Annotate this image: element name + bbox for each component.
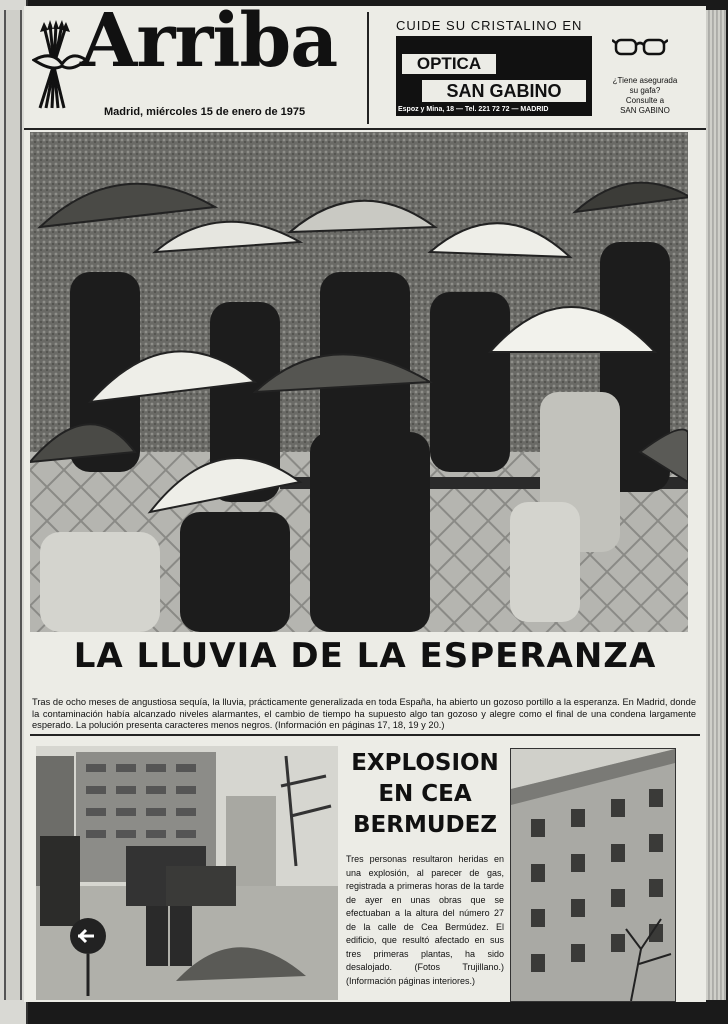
ad-tagline: CUIDE SU CRISTALINO EN xyxy=(396,18,583,33)
ad-address: Espoz y Mina, 18 — Tel. 221 72 72 — MADRID xyxy=(398,106,549,113)
rain-umbrellas-photo xyxy=(30,132,688,632)
main-headline: LA LLUVIA DE LA ESPERANZA xyxy=(73,636,657,676)
section-rule xyxy=(30,734,700,736)
newspaper-logo: Arriba xyxy=(80,0,338,84)
explosion-story xyxy=(346,748,504,988)
ad-side-text: ¿Tiene asegurada su gafa? Consulte a SAN GABINO xyxy=(612,76,678,115)
optician-advertisement xyxy=(376,12,701,124)
masthead xyxy=(24,0,706,130)
ad-brand-line1: OPTICA xyxy=(402,54,496,74)
eyeglasses-icon xyxy=(612,34,668,58)
main-story-text: Tras de ocho meses de angustiosa sequía, la lluvia, prácticamente generalizada en toda España, ha abierto un gozoso portillo a la esperanza. En Madrid, donde la contaminación había alcanzado niveles alarmantes, el cambio de tiempo ha supuesto algo tan gozoso y alegre como el final de una condena largamente esperado. La polución presenta caracteres menos negros. (Información en páginas 17, 18, 19 y 20.) xyxy=(32,697,696,731)
newspaper-page xyxy=(24,0,706,1002)
explosion-headline: EXPLOSION EN CEA BERMUDEZ xyxy=(351,750,499,838)
damaged-building-photo xyxy=(510,748,676,1002)
page-edges xyxy=(706,10,726,1000)
ad-logo-box xyxy=(396,36,592,116)
ad-brand-line2: SAN GABINO xyxy=(422,80,586,102)
masthead-divider xyxy=(367,12,369,124)
explosion-street-photo xyxy=(36,746,338,1000)
explosion-story-text: Tres personas resultaron heridas en una explosión, al parecer de gas, registrada a primeras horas de la tarde de ayer en unas obras que se efectuaban a la altura del número 27 de la calle de Cea Bermúdez. El edificio, que resultó afectado en sus tres primeras plantas, ha sido desalojado. (Fotos Trujillano.) (Información páginas interiores.) xyxy=(346,854,504,986)
issue-date: Madrid, miércoles 15 de enero de 1975 xyxy=(104,106,306,118)
